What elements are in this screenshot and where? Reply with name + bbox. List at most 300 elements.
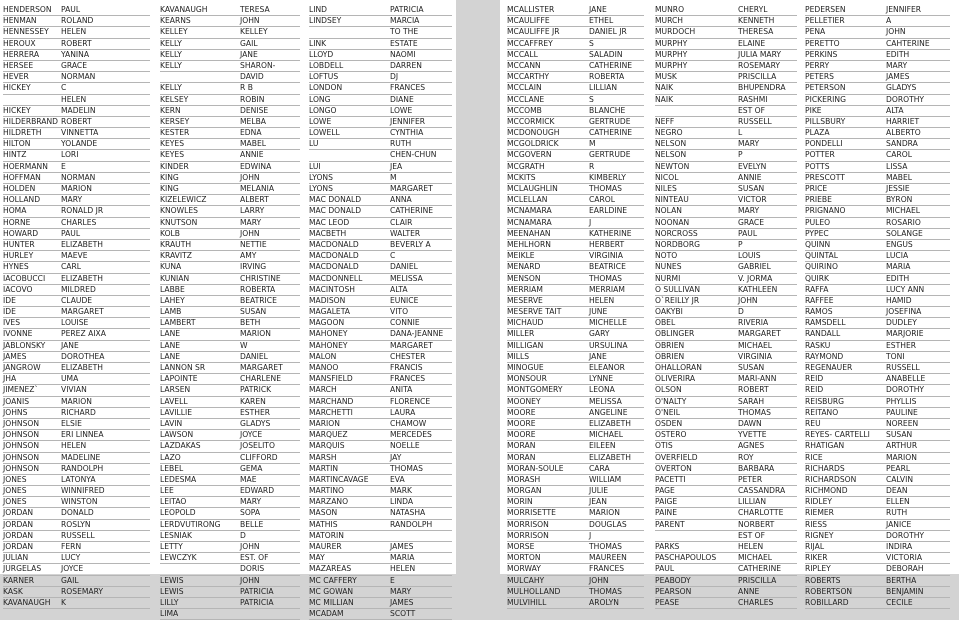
first-name: JOHN <box>589 575 609 585</box>
name-row <box>655 61 797 72</box>
last-name: REISBURG <box>805 396 845 406</box>
last-name: PARKS <box>655 542 680 551</box>
last-name: JORDAN <box>3 542 34 551</box>
first-name: MARY <box>240 217 262 227</box>
first-name: VICTOR <box>738 195 767 205</box>
first-name: SANDRA <box>886 139 918 149</box>
last-name: MAC DONALD <box>309 206 362 216</box>
name-row <box>507 229 644 240</box>
last-name: RIEMER <box>805 508 834 518</box>
last-name: MARTIN <box>309 463 339 473</box>
name-row <box>805 508 950 519</box>
first-name: CATHERINE <box>738 564 782 574</box>
last-name: LANE <box>160 351 181 361</box>
first-name: PAULINE <box>886 407 918 417</box>
last-name: MAGOON <box>309 318 345 328</box>
name-row <box>309 251 452 262</box>
name-row <box>309 363 452 374</box>
first-name: ELIZABETH <box>61 239 104 249</box>
first-name: BEATRICE <box>589 262 626 272</box>
first-name: VITO <box>390 307 409 317</box>
first-name: IRVING <box>240 262 267 272</box>
last-name: NEWTON <box>655 161 690 171</box>
first-name: E <box>390 575 395 585</box>
name-row <box>655 150 797 161</box>
first-name: DIANE <box>390 94 414 104</box>
last-name: REID <box>805 385 824 395</box>
name-row <box>3 464 150 475</box>
last-name: PARENT <box>655 519 685 529</box>
name-row <box>3 385 150 396</box>
first-name: SARAH <box>738 396 765 406</box>
name-row <box>160 430 300 441</box>
last-name: LILLY <box>160 597 179 607</box>
first-name: PETER <box>738 474 763 484</box>
name-row <box>3 441 150 452</box>
last-name: PAUL <box>655 564 675 574</box>
name-row <box>805 531 950 542</box>
first-name: MICHAEL <box>589 430 624 440</box>
first-name: V. JORMA <box>738 273 773 283</box>
last-name: PERKINS <box>805 49 838 59</box>
last-name: PACETTI <box>655 474 686 484</box>
last-name: LEBEL <box>160 463 184 473</box>
last-name: POTTS <box>805 161 830 171</box>
first-name: MARY <box>886 60 908 70</box>
last-name: LAZO <box>160 452 181 462</box>
name-row <box>805 274 950 285</box>
name-row <box>655 576 797 587</box>
name-row <box>3 27 150 38</box>
name-row <box>805 430 950 441</box>
first-name: MARGARET <box>240 363 283 372</box>
first-name: MICHAEL <box>886 206 921 216</box>
last-name: MACBETH <box>309 228 347 238</box>
last-name: LYONS <box>309 184 333 193</box>
name-row <box>160 128 300 139</box>
name-row <box>805 95 950 106</box>
first-name: GEMA <box>240 463 263 473</box>
name-row <box>805 117 950 128</box>
name-row <box>507 139 644 150</box>
name-row <box>160 441 300 452</box>
first-name: C <box>61 83 67 93</box>
name-row <box>160 531 300 542</box>
last-name: MERRIAM <box>507 284 543 294</box>
last-name <box>309 27 390 37</box>
last-name: PLAZA <box>805 128 830 138</box>
name-row <box>805 441 950 452</box>
name-row <box>160 206 300 217</box>
name-row <box>3 39 150 50</box>
first-name: PATRICIA <box>390 5 424 14</box>
first-name: LEONA <box>589 385 615 395</box>
name-row <box>309 95 452 106</box>
first-name: MARIA <box>886 262 911 272</box>
first-name: EDITH <box>886 49 910 59</box>
name-row <box>160 61 300 72</box>
last-name: MCCOMB <box>507 105 542 115</box>
name-row <box>160 497 300 508</box>
first-name: BERTHA <box>886 575 917 585</box>
name-row <box>655 39 797 50</box>
name-row <box>655 430 797 441</box>
first-name: MARY <box>240 497 262 507</box>
name-row <box>805 173 950 184</box>
name-row <box>805 150 950 161</box>
first-name: DANIEL JR <box>589 27 627 37</box>
name-row <box>655 564 797 575</box>
last-name: HILTON <box>3 139 31 149</box>
first-name: FERN <box>61 542 82 551</box>
first-name: HERBERT <box>589 239 625 249</box>
last-name: LAVIN <box>160 418 183 428</box>
last-name: KING <box>160 184 179 193</box>
last-name: MCGRATH <box>507 161 545 171</box>
last-name: MAHONEY <box>309 340 348 350</box>
name-row <box>3 95 150 106</box>
first-name: JOSEFINA <box>886 307 922 317</box>
first-name: THOMAS <box>589 184 622 193</box>
first-name: GLADYS <box>240 418 271 428</box>
name-row <box>507 587 644 598</box>
first-name: CHEN-CHUN <box>390 150 437 160</box>
first-name: PHYLLIS <box>886 396 917 406</box>
name-row <box>655 72 797 83</box>
first-name: RANDOLPH <box>61 463 104 473</box>
last-name: PRESCOTT <box>805 172 845 182</box>
first-name: EVELYN <box>738 161 767 171</box>
name-row <box>160 553 300 564</box>
name-row <box>160 106 300 117</box>
name-row <box>160 352 300 363</box>
name-row <box>3 229 150 240</box>
last-name: MORIN <box>507 497 533 507</box>
name-row <box>507 251 644 262</box>
first-name: SCOTT <box>390 609 416 619</box>
name-row <box>507 50 644 61</box>
first-name: WILLIAM <box>589 474 622 484</box>
name-row <box>3 374 150 385</box>
name-row <box>160 329 300 340</box>
name-row <box>805 195 950 206</box>
name-row <box>507 564 644 575</box>
name-row <box>805 587 950 598</box>
name-row <box>160 408 300 419</box>
last-name: JOHNSON <box>3 430 40 440</box>
last-name: HEVER <box>3 72 29 82</box>
first-name: DANIEL <box>240 351 268 361</box>
last-name: LANE <box>160 340 181 350</box>
last-name: RAYMOND <box>805 351 844 361</box>
first-name: HELEN <box>61 27 87 37</box>
last-name: MARQUEZ <box>309 430 348 440</box>
last-name: POTTER <box>805 150 835 160</box>
first-name: GRACE <box>61 60 88 70</box>
first-name: S <box>589 38 594 48</box>
last-name: PERETTO <box>805 38 840 48</box>
first-name: MELISSA <box>589 396 622 406</box>
first-name: JOHN <box>240 575 260 585</box>
last-name: JURGELAS <box>3 564 42 574</box>
first-name: S <box>589 94 594 104</box>
name-row <box>160 162 300 173</box>
last-name: MILLIGAN <box>507 340 544 350</box>
last-name: MCADAM <box>309 609 344 619</box>
last-name: QUINTAL <box>805 251 838 261</box>
name-row <box>160 307 300 318</box>
name-row <box>3 352 150 363</box>
first-name: MARION <box>886 452 917 462</box>
last-name: KRAVITZ <box>160 251 192 261</box>
last-name: JHA <box>3 374 17 384</box>
first-name: ELSIE <box>61 418 82 428</box>
last-name: MONSOUR <box>507 374 547 384</box>
last-name: MEIKLE <box>507 251 535 261</box>
first-name: WALTER <box>390 228 421 238</box>
first-name: CHESTER <box>390 351 426 361</box>
name-row <box>507 486 644 497</box>
last-name: LOBDELL <box>309 60 344 70</box>
last-name: KUNA <box>160 262 182 272</box>
first-name: D <box>240 530 246 540</box>
name-row <box>655 16 797 27</box>
last-name: IVONNE <box>3 329 33 339</box>
last-name: LOFTUS <box>309 72 339 82</box>
last-name: NAIK <box>655 83 674 93</box>
name-row <box>160 117 300 128</box>
last-name: PERRY <box>805 60 830 70</box>
last-name: IACOVO <box>3 284 33 294</box>
name-row <box>309 385 452 396</box>
first-name: MICHELLE <box>589 318 627 328</box>
last-name: MCAULIFFE <box>507 16 550 26</box>
last-name: JOHNSON <box>3 463 40 473</box>
first-name: DOROTHY <box>886 385 925 395</box>
name-row <box>805 128 950 139</box>
last-name: HUNTER <box>3 239 35 249</box>
name-column-2 <box>160 5 300 620</box>
name-row <box>3 419 150 430</box>
last-name: REID <box>805 374 824 384</box>
first-name: MELISSA <box>390 273 423 283</box>
first-name: BETH <box>240 318 261 328</box>
last-name: HERRERA <box>3 49 40 59</box>
name-row <box>805 139 950 150</box>
first-name: CHARLES <box>738 597 774 607</box>
last-name: MATORIN <box>309 530 344 540</box>
last-name: O SULLIVAN <box>655 284 701 294</box>
last-name: RAMSDELL <box>805 318 846 328</box>
last-name: HENNESSEY <box>3 27 49 37</box>
first-name: DONALD <box>61 508 94 518</box>
first-name: JAMES <box>886 72 910 82</box>
name-row <box>655 329 797 340</box>
name-row <box>507 95 644 106</box>
first-name: HELEN <box>61 441 87 451</box>
last-name: KELLEY <box>160 27 188 37</box>
name-row <box>3 106 150 117</box>
last-name: REGENAUER <box>805 363 853 372</box>
last-name: PENA <box>805 27 826 37</box>
last-name: KINDER <box>160 161 189 171</box>
first-name: ANNE <box>738 586 760 596</box>
last-name: QUIRK <box>805 273 830 283</box>
last-name: LYONS <box>309 172 333 182</box>
first-name: ELLEN <box>886 497 910 507</box>
name-row <box>160 475 300 486</box>
name-row <box>309 564 452 575</box>
last-name: OVERFIELD <box>655 452 698 462</box>
last-name: NICOL <box>655 172 679 182</box>
last-name: LOWELL <box>309 128 340 138</box>
name-row <box>309 39 452 50</box>
name-row <box>309 274 452 285</box>
name-row <box>309 430 452 441</box>
last-name: JONES <box>3 486 27 496</box>
name-row <box>309 285 452 296</box>
first-name: MABEL <box>886 172 912 182</box>
last-name: JONES <box>3 497 27 507</box>
name-row <box>160 72 300 83</box>
first-name: DJ <box>390 72 399 82</box>
first-name: MERCEDES <box>390 430 432 440</box>
last-name: PEABODY <box>655 575 691 585</box>
name-row <box>309 128 452 139</box>
last-name: RICHARDS <box>805 463 845 473</box>
last-name: RICHARDSON <box>805 474 857 484</box>
name-row <box>507 598 644 609</box>
last-name: NAIK <box>655 94 674 104</box>
first-name: KENNETH <box>738 16 775 26</box>
last-name: LANNON SR <box>160 363 206 372</box>
first-name: ANNIE <box>738 172 762 182</box>
first-name: CALVIN <box>886 474 914 484</box>
last-name: ROBILLARD <box>805 597 849 607</box>
first-name: JANE <box>589 351 607 361</box>
name-row <box>309 16 452 27</box>
first-name: JENNIFER <box>390 116 426 126</box>
last-name: REYES- CARTELLI <box>805 430 870 440</box>
first-name: MARION <box>61 396 92 406</box>
first-name: ANITA <box>390 385 413 395</box>
name-row <box>3 576 150 587</box>
first-name: PRISCILLA <box>738 72 777 82</box>
name-row <box>805 520 950 531</box>
last-name: RAFFA <box>805 284 829 294</box>
name-row <box>655 531 797 542</box>
last-name: MCDONOUGH <box>507 128 560 138</box>
first-name: WINNIFRED <box>61 486 105 496</box>
last-name <box>3 95 61 105</box>
name-row <box>309 464 452 475</box>
name-row <box>507 520 644 531</box>
name-row <box>805 385 950 396</box>
first-name: WINSTON <box>61 497 98 507</box>
last-name: MATHIS <box>309 519 338 529</box>
last-name: HEROUX <box>3 38 36 48</box>
name-row <box>160 95 300 106</box>
name-row <box>655 464 797 475</box>
name-row <box>3 553 150 564</box>
first-name: MARGARET <box>61 307 104 317</box>
name-row <box>655 497 797 508</box>
first-name: VIRGINIA <box>589 251 623 261</box>
first-name: RUSSELL <box>886 363 920 372</box>
last-name: MONTGOMERY <box>507 385 563 395</box>
name-column-3 <box>309 5 452 620</box>
name-row <box>507 72 644 83</box>
name-row <box>805 564 950 575</box>
name-row <box>309 184 452 195</box>
last-name: KUNIAN <box>160 273 190 283</box>
last-name: MARTINCAVAGE <box>309 474 369 484</box>
last-name: MANOO <box>309 363 339 372</box>
name-row <box>309 374 452 385</box>
last-name: HOWARD <box>3 228 39 238</box>
first-name: FRANCIS <box>390 363 423 372</box>
last-name: MC MILLIAN <box>309 597 354 607</box>
first-name: MARI-ANN <box>738 374 777 384</box>
last-name: PAIGE <box>655 497 678 507</box>
last-name: PETERSON <box>805 83 846 93</box>
name-row <box>3 218 150 229</box>
first-name: ANGELINE <box>589 407 628 417</box>
first-name: NORBERT <box>738 519 775 529</box>
last-name: RICE <box>805 452 823 462</box>
name-row <box>655 195 797 206</box>
first-name: E <box>61 161 66 171</box>
last-name: MACDONALD <box>309 262 359 272</box>
first-name: MARIA <box>390 553 415 563</box>
last-name: LINK <box>309 38 327 48</box>
last-name: JORDAN <box>3 508 34 518</box>
last-name: LAVILLIE <box>160 407 193 417</box>
last-name: KEYES <box>160 139 185 149</box>
last-name: OBLINGER <box>655 329 695 339</box>
name-row <box>805 251 950 262</box>
last-name: IDE <box>3 295 16 305</box>
first-name: HELEN <box>61 94 87 104</box>
first-name: SOLANGE <box>886 228 923 238</box>
last-name: OVERTON <box>655 463 692 473</box>
last-name: PAINE <box>655 508 678 518</box>
name-row <box>309 72 452 83</box>
left-page <box>0 0 456 619</box>
name-row <box>507 117 644 128</box>
name-row <box>160 419 300 430</box>
name-row <box>3 5 150 16</box>
last-name: NORCROSS <box>655 228 698 238</box>
first-name: ROSARIO <box>886 217 921 227</box>
last-name: MESERVE TAIT <box>507 307 562 317</box>
name-row <box>309 307 452 318</box>
name-row <box>507 262 644 273</box>
first-name: SHARON- <box>240 60 276 70</box>
first-name: CAROL <box>589 195 615 205</box>
name-row <box>655 162 797 173</box>
last-name: MCGOLDRICK <box>507 139 559 149</box>
name-row <box>655 206 797 217</box>
first-name: PATRICIA <box>240 597 274 607</box>
first-name: THOMAS <box>589 542 622 551</box>
last-name: MURCH <box>655 16 684 26</box>
name-row <box>507 553 644 564</box>
name-row <box>507 195 644 206</box>
last-name: MURDOCH <box>655 27 696 37</box>
last-name: MORAN <box>507 452 536 462</box>
name-row <box>3 251 150 262</box>
